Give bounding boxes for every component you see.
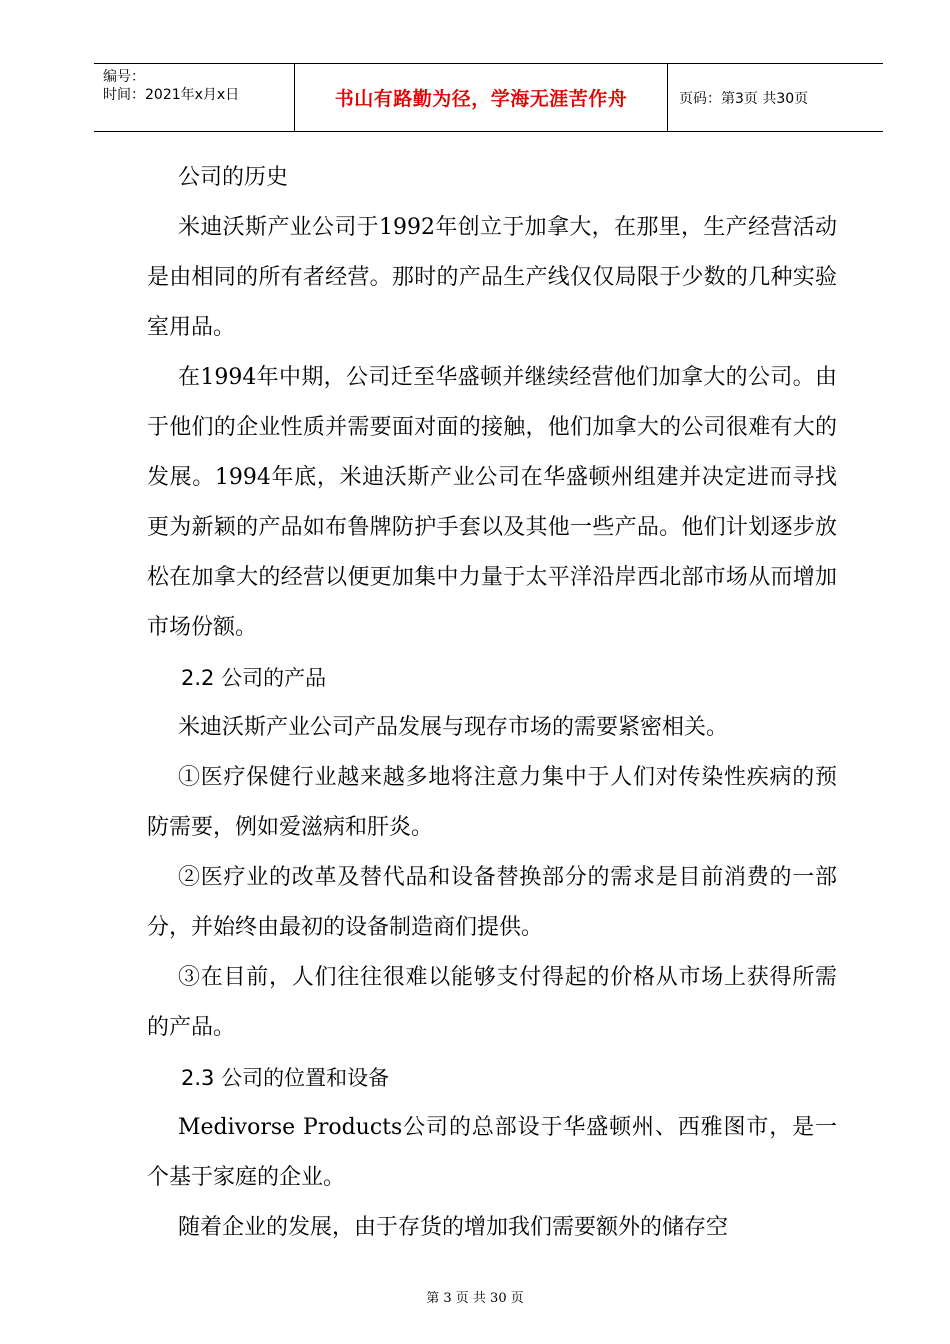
header-info-cell	[94, 64, 295, 131]
paragraph: 在1994年中期，公司迁至华盛顿并继续经营他们加拿大的公司。由于他们的企业性质并需要面对面的接触，他们加拿大的公司很难有大的发展。1994年底，米迪沃斯产业公司在华盛顿州组建并决定进而寻找更为新颖的产品如布鲁牌防护手套以及其他一些产品。他们计划逐步放松在加拿大的经营以便更加集中力量于太平洋沿岸西北部市场从而增加市场份额。	[147, 365, 837, 640]
motto-text: 书山有路勤为径，学海无涯苦作舟	[334, 88, 628, 110]
paragraph: Medivorse Products公司的总部设于华盛顿州、西雅图市，是一个基于家庭的企业。	[147, 1115, 837, 1190]
paragraph: 米迪沃斯产业公司产品发展与现存市场的需要紧密相关。	[178, 715, 729, 740]
paragraph: ①医疗保健行业越来越多地将注意力集中于人们对传染性疾病的预防需要，例如爱滋病和肝炎。	[147, 765, 837, 840]
page-header	[94, 63, 883, 132]
paragraph: ②医疗业的改革及替代品和设备替换部分的需求是目前消费的一部分，并始终由最初的设备制造商们提供。	[147, 865, 837, 940]
date-label: 时间：2021年x月x日	[103, 87, 240, 103]
page-code: 页码：第3页 共30页	[679, 90, 809, 107]
paragraph: 公司的历史	[178, 165, 289, 190]
serial-number-label: 编号：	[103, 69, 145, 85]
header-motto-cell	[295, 64, 668, 131]
paragraph: ③在目前，人们往往很难以能够支付得起的价格从市场上获得所需的产品。	[147, 965, 837, 1040]
document-body	[147, 153, 837, 1253]
paragraph: 随着企业的发展，由于存货的增加我们需要额外的储存空	[178, 1215, 729, 1240]
section-heading: 2.2 公司的产品	[181, 666, 327, 690]
header-page-cell	[668, 64, 883, 131]
page-footer: 第 3 页 共 30 页	[426, 1291, 524, 1306]
paragraph: 米迪沃斯产业公司于1992年创立于加拿大，在那里，生产经营活动是由相同的所有者经营。那时的产品生产线仅仅局限于少数的几种实验室用品。	[147, 215, 837, 340]
section-heading: 2.3 公司的位置和设备	[181, 1066, 390, 1090]
